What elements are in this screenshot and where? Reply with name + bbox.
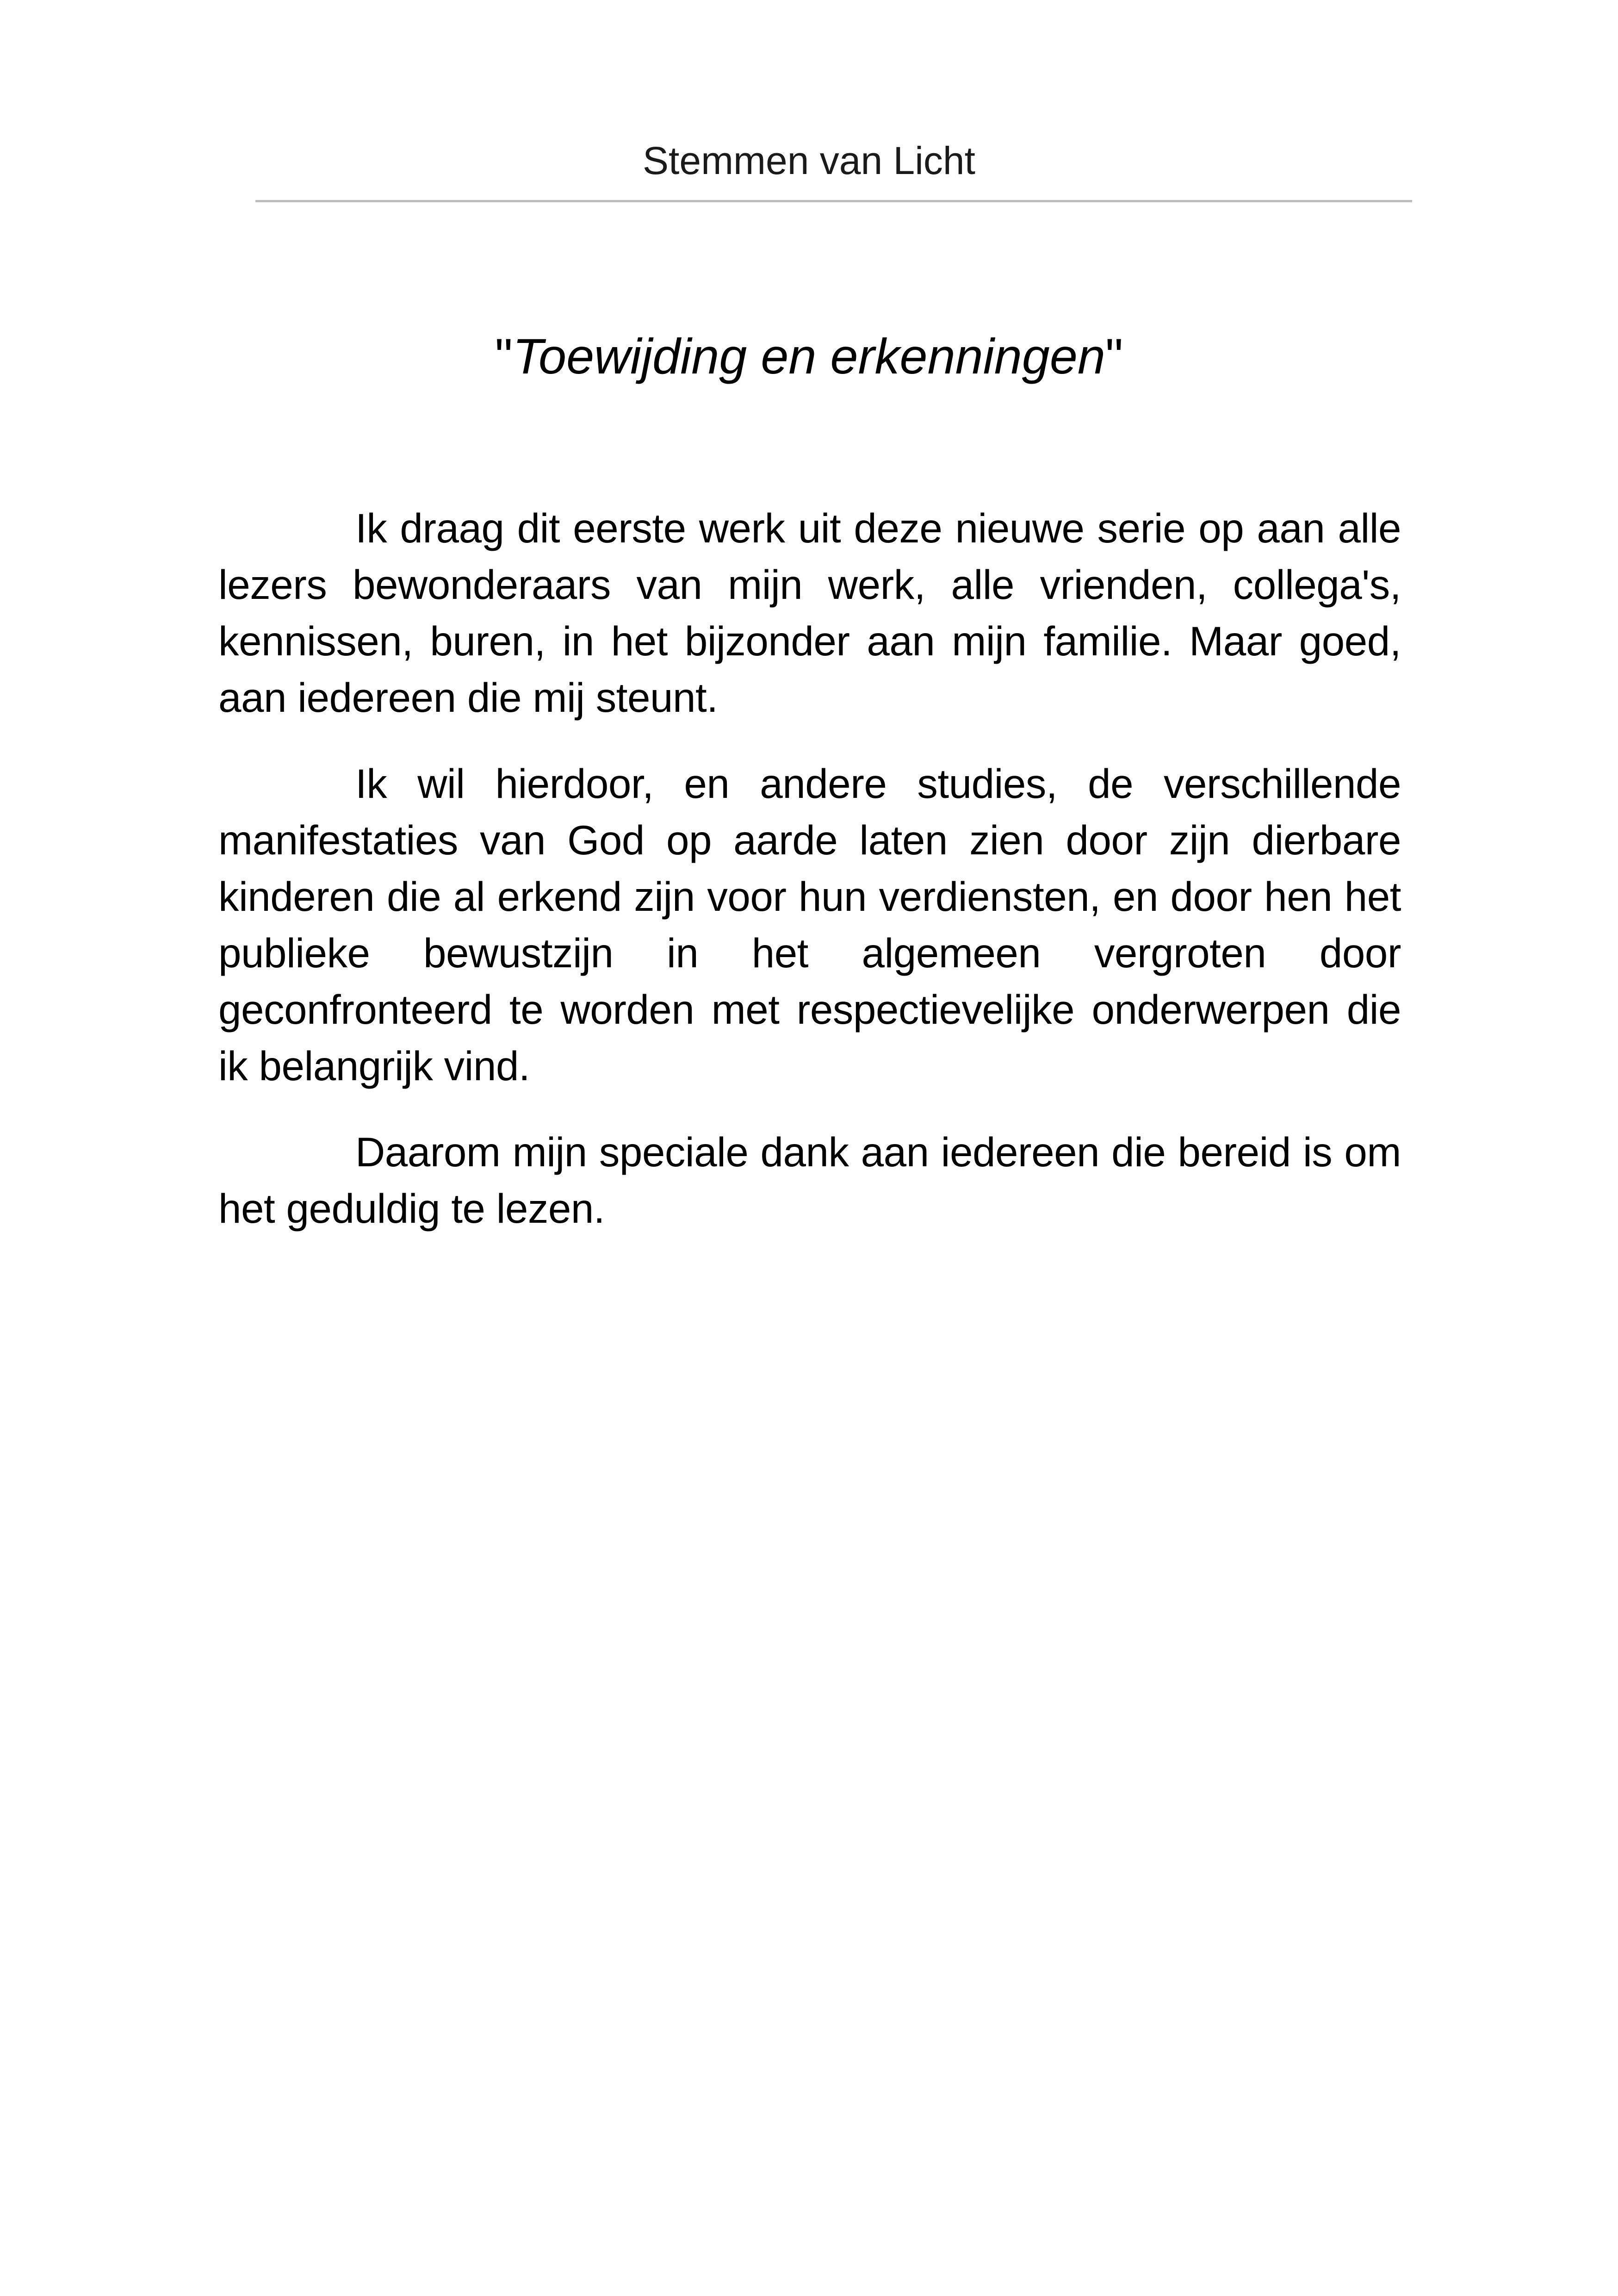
title-quote-open: " xyxy=(495,328,513,384)
paragraph-thanks: Daarom mijn speciale dank aan iedereen die bereid is om het geduldig te lezen. xyxy=(218,1129,1401,1232)
running-header: Stemmen van Licht xyxy=(642,139,975,182)
paragraph-dedication: Ik draag dit eerste werk uit deze nieuwe serie op aan alle lezers bewonderaars van mijn werk, alle vrienden, collega's, kennissen, buren, in het bijzonder aan mijn familie. Maar goed, aan iedereen die mij steunt. xyxy=(218,505,1401,721)
body-text xyxy=(218,500,1401,1266)
header-divider xyxy=(255,200,1412,202)
paragraph-purpose: Ik wil hierdoor, en andere studies, de verschillende manifestaties van God op aarde laten zien door zijn dierbare kinderen die al erkend zijn voor hun verdiensten, en door hen het publieke bewustzijn in het algemeen vergroten door geconfronteerd te worden met respectievelijke onderwerpen die ik belangrijk vind. xyxy=(218,760,1401,1089)
chapter-title xyxy=(0,324,1618,389)
title-quote-close: " xyxy=(1105,328,1123,384)
title-text: Toewijding en erkenningen xyxy=(513,328,1105,384)
